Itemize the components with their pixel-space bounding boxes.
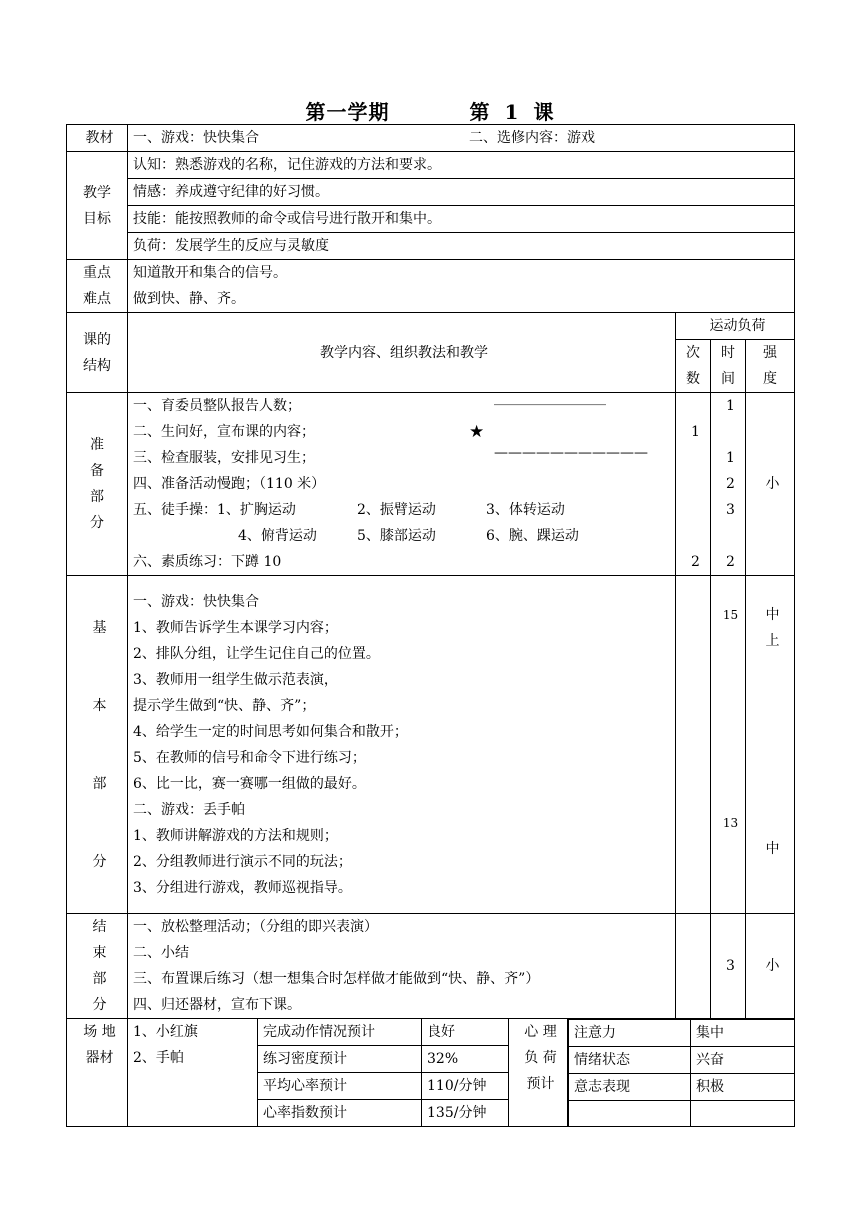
- end-times: [676, 914, 711, 1019]
- exercise-2: 2、振臂运动: [357, 502, 436, 518]
- estimate-label-2: 练习密度预计: [258, 1046, 422, 1073]
- textbook-item-1: 一、游戏：快快集合: [133, 130, 259, 146]
- content-header: 教学内容、组织教法和教学: [128, 313, 676, 393]
- goal-skill: 技能：能按照教师的命令或信号进行散开和集中。: [128, 206, 795, 233]
- lesson-plan-table: [66, 124, 795, 1127]
- key-points-label: 重点 难点: [67, 260, 128, 313]
- dash-line: ———————————: [494, 445, 648, 461]
- end-content: 一、放松整理活动；（分组的即兴表演） 二、小结 三、布置课后练习（想一想集合时怎样做才能做到“快、静、齐”） 四、归还器材，宣布下课。: [128, 914, 676, 1019]
- prep-section: [67, 393, 795, 576]
- end-intensity: 小: [746, 914, 795, 1019]
- basic-intensity: 中 上 中: [746, 576, 795, 914]
- basic-minutes: 15 13: [711, 576, 746, 914]
- blank-line: ________________: [494, 390, 606, 406]
- prep-content: [128, 390, 676, 576]
- psych-label-3: 意志表现: [569, 1074, 691, 1101]
- psych-label: 心 理 负 荷 预计: [509, 1019, 568, 1127]
- lesson-prefix: 第: [469, 100, 491, 124]
- exercise-4: 4、俯背运动: [238, 528, 317, 544]
- estimate-value-1: 良好: [422, 1019, 509, 1046]
- header-row: [67, 313, 795, 340]
- textbook-item-2: 二、选修内容：游戏: [469, 130, 595, 146]
- textbook-content: [128, 125, 795, 152]
- psych-label-2: 情绪状态: [569, 1047, 691, 1074]
- load-header: 运动负荷: [676, 313, 795, 340]
- psych-value-2: 兴奋: [691, 1047, 795, 1074]
- prep-line-5: 五、徒手操：1、扩胸运动: [133, 502, 296, 518]
- page-title: [0, 96, 860, 125]
- exercise-6: 6、腕、踝运动: [486, 528, 579, 544]
- textbook-row: [67, 125, 795, 152]
- goal-row-cognition: [67, 152, 795, 179]
- venue-label: 场 地 器材: [67, 1019, 128, 1127]
- goals-label: 教学 目标: [67, 152, 128, 260]
- prep-line-1: 一、育委员整队报告人数；: [133, 398, 301, 414]
- estimate-label-1: 完成动作情况预计: [258, 1019, 422, 1046]
- key-points-row: [67, 260, 795, 313]
- structure-label: 课的 结构: [67, 313, 128, 393]
- footer-row-1: [67, 1019, 795, 1046]
- star-icon: ★: [469, 422, 485, 442]
- psych-table: [568, 1019, 795, 1127]
- semester-title: 第一学期: [305, 100, 390, 124]
- psych-value-3: 积极: [691, 1074, 795, 1101]
- estimate-value-2: 32%: [422, 1046, 509, 1073]
- basic-section: [67, 576, 795, 914]
- prep-line-7: 六、素质练习：下蹲 10: [133, 554, 282, 570]
- psych-label-1: 注意力: [569, 1020, 691, 1047]
- end-section: [67, 914, 795, 1019]
- time-header: 时 间: [711, 340, 746, 393]
- end-label: 结 束 部 分: [67, 914, 128, 1019]
- estimate-label-4: 心率指数预计: [258, 1100, 422, 1127]
- exercise-5: 5、膝部运动: [357, 528, 436, 544]
- prep-line-4: 四、准备活动慢跑；（110 米）: [133, 476, 326, 492]
- exercise-3: 3、体转运动: [486, 502, 565, 518]
- equipment-list: 1、小红旗 2、手帕: [128, 1019, 258, 1127]
- prep-intensity: 小: [746, 393, 795, 576]
- prep-label: 准 备 部 分: [67, 393, 128, 576]
- basic-content: 一、游戏：快快集合 1、教师告诉学生本课学习内容； 2、排队分组，让学生记住自己的位置。 3、教师用一组学生做示范表演， 提示学生做到“快、静、齐”； 4、给学生一定的时间思考如何集合和散开； 5、在教师的信号和命令下进行练习； 6、比一比，赛一赛哪一组做的最好。 二、游戏：丢手帕 1、教师讲解游戏的方法和规则； 2、分组教师进行演示不同的玩法； 3、分组进行游戏，教师巡视指导。: [128, 576, 676, 914]
- textbook-label: 教材: [67, 125, 128, 152]
- intensity-header: 强 度: [746, 340, 795, 393]
- basic-times: [676, 576, 711, 914]
- prep-line-2: 二、生问好，宣布课的内容；: [133, 424, 315, 440]
- lesson-suffix: 课: [533, 100, 555, 124]
- prep-line-3: 三、检查服装，安排见习生；: [133, 450, 315, 466]
- goal-cognition: 认知：熟悉游戏的名称，记住游戏的方法和要求。: [128, 152, 795, 179]
- goal-load: 负荷：发展学生的反应与灵敏度: [128, 233, 795, 260]
- estimate-value-3: 110/分钟: [422, 1073, 509, 1100]
- psych-value-1: 集中: [691, 1020, 795, 1047]
- basic-label: 基 本 部 分: [67, 576, 128, 914]
- prep-times: 1 2: [676, 393, 711, 576]
- estimate-value-4: 135/分钟: [422, 1100, 509, 1127]
- estimate-label-3: 平均心率预计: [258, 1073, 422, 1100]
- goal-emotion: 情感：养成遵守纪律的好习惯。: [128, 179, 795, 206]
- times-header: 次 数: [676, 340, 711, 393]
- lesson-number: 1: [504, 100, 520, 124]
- prep-minutes: 1 1 2 3 2: [711, 393, 746, 576]
- key-points-content: 知道散开和集合的信号。 做到快、静、齐。: [128, 260, 795, 313]
- end-minutes: 3: [711, 914, 746, 1019]
